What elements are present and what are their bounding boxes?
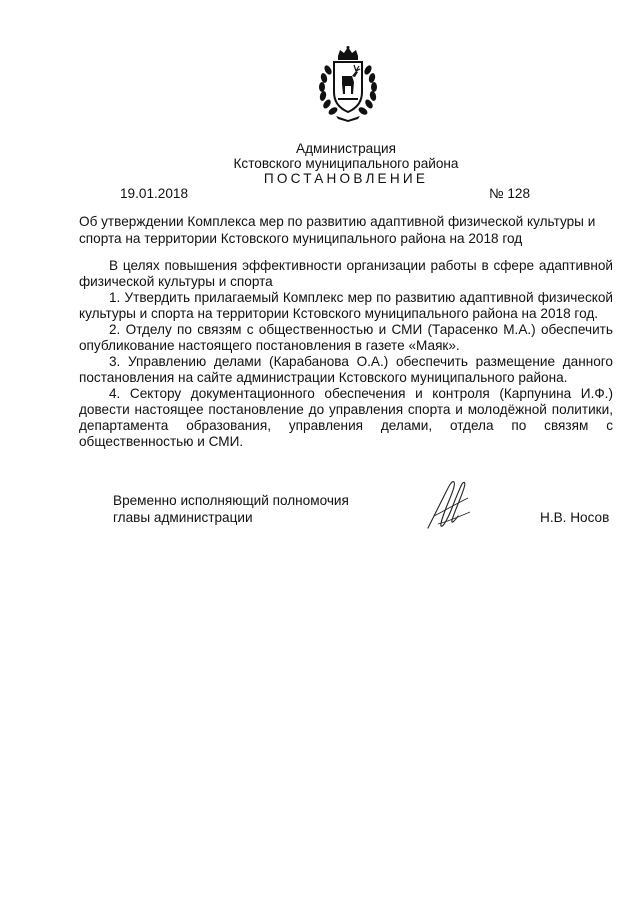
handwritten-signature-icon <box>424 476 474 532</box>
document-subject: Об утверждении Комплекса мер по развитию адаптивной физической культуры и спорта на территории Кстовского муниципального района на 2018 год <box>79 214 596 246</box>
signatory-position-line2: главы администрации <box>113 510 253 525</box>
document-body <box>79 258 613 450</box>
clause-paragraph: 3. Управлению делами (Карабанова О.А.) обеспечить размещение данного постановления на сайте администрации Кстовского муниципального района. <box>79 354 613 385</box>
agency-name-line2: Кстовского муниципального района <box>233 156 459 171</box>
document-number: № 128 <box>489 186 531 201</box>
clause-paragraph: 1. Утвердить прилагаемый Комплекс мер по развитию адаптивной физической культуры и спорта на территории Кстовского муниципального района на 2018 год. <box>79 290 613 321</box>
document-date: 19.01.2018 <box>120 186 189 201</box>
clause-paragraph: 2. Отделу по связям с общественностью и СМИ (Тарасенко М.А.) обеспечить опубликование настоящего постановления в газете «Маяк». <box>79 322 613 353</box>
signatory-position <box>113 492 349 526</box>
preamble-paragraph: В целях повышения эффективности организации работы в сфере адаптивной физической культуры и спорта <box>79 258 613 289</box>
signatory-position-line1: Временно исполняющий полномочия <box>113 493 349 508</box>
clause-paragraph: 4. Сектору документационного обеспечения и контроля (Карпунина И.Ф.) довести настоящее постановление до управления спорта и молодёжной политики, департамента образования, управления делами, отдела по связям с общественностью и СМИ. <box>79 386 613 449</box>
document-type: ПОСТАНОВЛЕНИЕ <box>263 171 429 186</box>
agency-name-line1: Администрация <box>296 141 396 156</box>
coat-of-arms-icon <box>316 46 380 122</box>
signatory-name: Н.В. Носов <box>540 510 610 525</box>
